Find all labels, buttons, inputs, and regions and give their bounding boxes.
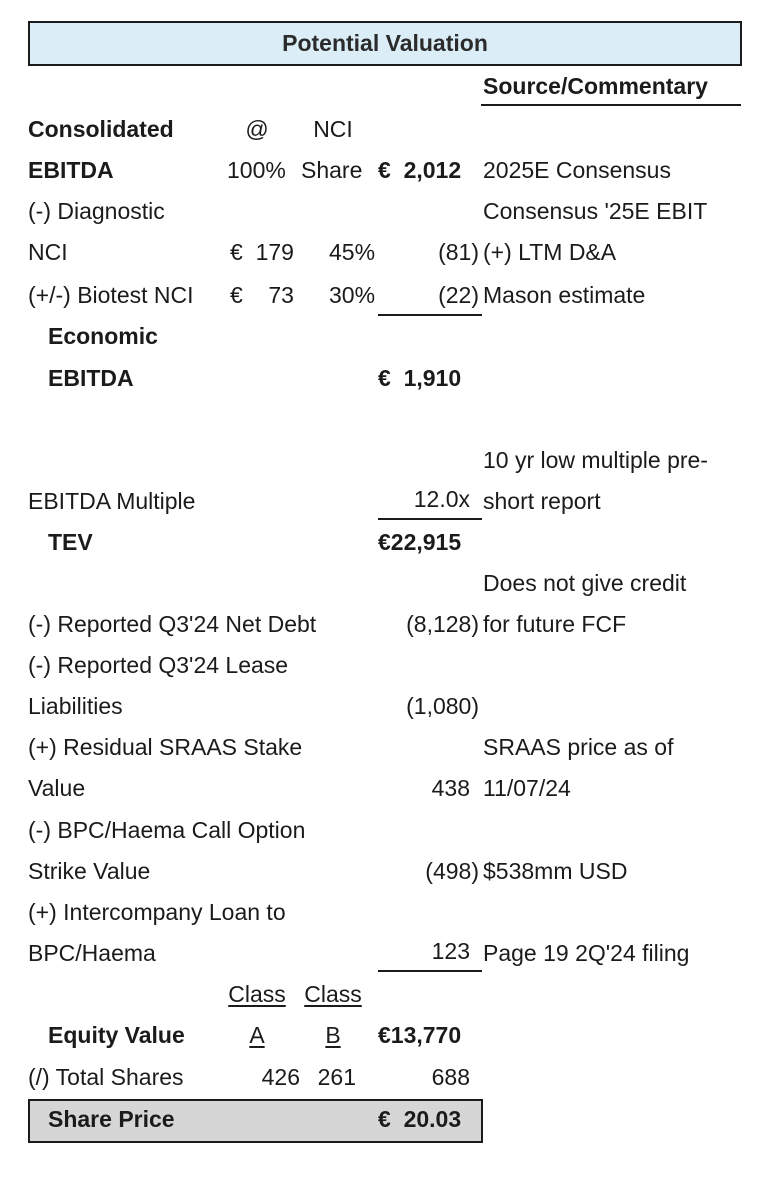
shares-total: 688 bbox=[431, 1064, 470, 1090]
biotest-share: 30% bbox=[329, 282, 376, 308]
multiple-label: EBITDA Multiple bbox=[28, 488, 196, 514]
table-title: Potential Valuation bbox=[282, 30, 488, 56]
consolidated-ebitda-value: € 2,012 bbox=[378, 157, 462, 183]
economic-ebitda-value: € 1,910 bbox=[378, 365, 462, 391]
shares-class-b: 261 bbox=[317, 1064, 356, 1090]
subtotal-rule-3 bbox=[378, 970, 482, 972]
biotest-value: (22) bbox=[438, 282, 479, 308]
consolidated-note: 2025E Consensus bbox=[483, 157, 671, 183]
loan-label-line1: (+) Intercompany Loan to bbox=[28, 899, 286, 925]
call-option-value: (498) bbox=[425, 858, 479, 884]
loan-note: Page 19 2Q'24 filing bbox=[483, 940, 690, 966]
diagnostic-note-line2: (+) LTM D&A bbox=[483, 239, 617, 265]
tev-label: TEV bbox=[48, 529, 93, 555]
col-at-subheader: 100% bbox=[227, 157, 286, 183]
diagnostic-value: (81) bbox=[438, 239, 479, 265]
diagnostic-share: 45% bbox=[329, 239, 376, 265]
diagnostic-amount: € 179 bbox=[230, 239, 294, 265]
tev-value: €22,915 bbox=[378, 529, 462, 555]
biotest-note: Mason estimate bbox=[483, 282, 646, 308]
consolidated-label-line1: Consolidated bbox=[28, 116, 174, 142]
shares-class-a: 426 bbox=[261, 1064, 300, 1090]
subtotal-rule-2 bbox=[378, 518, 482, 520]
diagnostic-label-line2: NCI bbox=[28, 239, 68, 265]
multiple-note-line2: short report bbox=[483, 488, 601, 514]
biotest-amount: € 73 bbox=[230, 282, 294, 308]
equity-value-label: Equity Value bbox=[48, 1022, 185, 1048]
multiple-note-line1: 10 yr low multiple pre- bbox=[483, 447, 708, 473]
sraas-value: 438 bbox=[431, 775, 470, 801]
biotest-label: (+/-) Biotest NCI bbox=[28, 282, 194, 308]
commentary-header-underline bbox=[481, 104, 741, 106]
share-price-label: Share Price bbox=[48, 1106, 175, 1132]
sraas-label-line1: (+) Residual SRAAS Stake bbox=[28, 734, 303, 760]
sraas-label-line2: Value bbox=[28, 775, 86, 801]
loan-label-line2: BPC/Haema bbox=[28, 940, 156, 966]
class-a-header: A bbox=[249, 1022, 265, 1048]
net-debt-note-line2: for future FCF bbox=[483, 611, 627, 637]
net-debt-value: (8,128) bbox=[406, 611, 479, 637]
lease-value: (1,080) bbox=[406, 693, 479, 719]
call-option-label-line1: (-) BPC/Haema Call Option bbox=[28, 817, 306, 843]
col-nci-subheader: Share bbox=[301, 157, 363, 183]
net-debt-note-line1: Does not give credit bbox=[483, 570, 687, 596]
class-a-header-top: Class bbox=[228, 981, 286, 1007]
call-option-label-line2: Strike Value bbox=[28, 858, 151, 884]
lease-label-line1: (-) Reported Q3'24 Lease bbox=[28, 652, 289, 678]
share-price-value: € 20.03 bbox=[378, 1106, 462, 1132]
col-at-header: @ bbox=[245, 116, 269, 142]
table-title-bar bbox=[28, 21, 742, 66]
lease-label-line2: Liabilities bbox=[28, 693, 123, 719]
commentary-header: Source/Commentary bbox=[483, 73, 708, 99]
subtotal-rule-1 bbox=[378, 314, 482, 316]
loan-value: 123 bbox=[431, 938, 470, 964]
call-option-note: $538mm USD bbox=[483, 858, 628, 884]
equity-value: €13,770 bbox=[378, 1022, 462, 1048]
consolidated-label-line2: EBITDA bbox=[28, 157, 114, 183]
sraas-note-line2: 11/07/24 bbox=[483, 775, 571, 801]
diagnostic-label-line1: (-) Diagnostic bbox=[28, 198, 165, 224]
economic-label-line1: Economic bbox=[48, 323, 158, 349]
class-b-header-top: Class bbox=[304, 981, 362, 1007]
net-debt-label: (-) Reported Q3'24 Net Debt bbox=[28, 611, 317, 637]
class-b-header: B bbox=[325, 1022, 341, 1048]
economic-label-line2: EBITDA bbox=[48, 365, 134, 391]
diagnostic-note-line1: Consensus '25E EBIT bbox=[483, 198, 708, 224]
multiple-value: 12.0x bbox=[413, 486, 470, 512]
sraas-note-line1: SRAAS price as of bbox=[483, 734, 674, 760]
col-nci-header: NCI bbox=[313, 116, 353, 142]
total-shares-label: (/) Total Shares bbox=[28, 1064, 184, 1090]
